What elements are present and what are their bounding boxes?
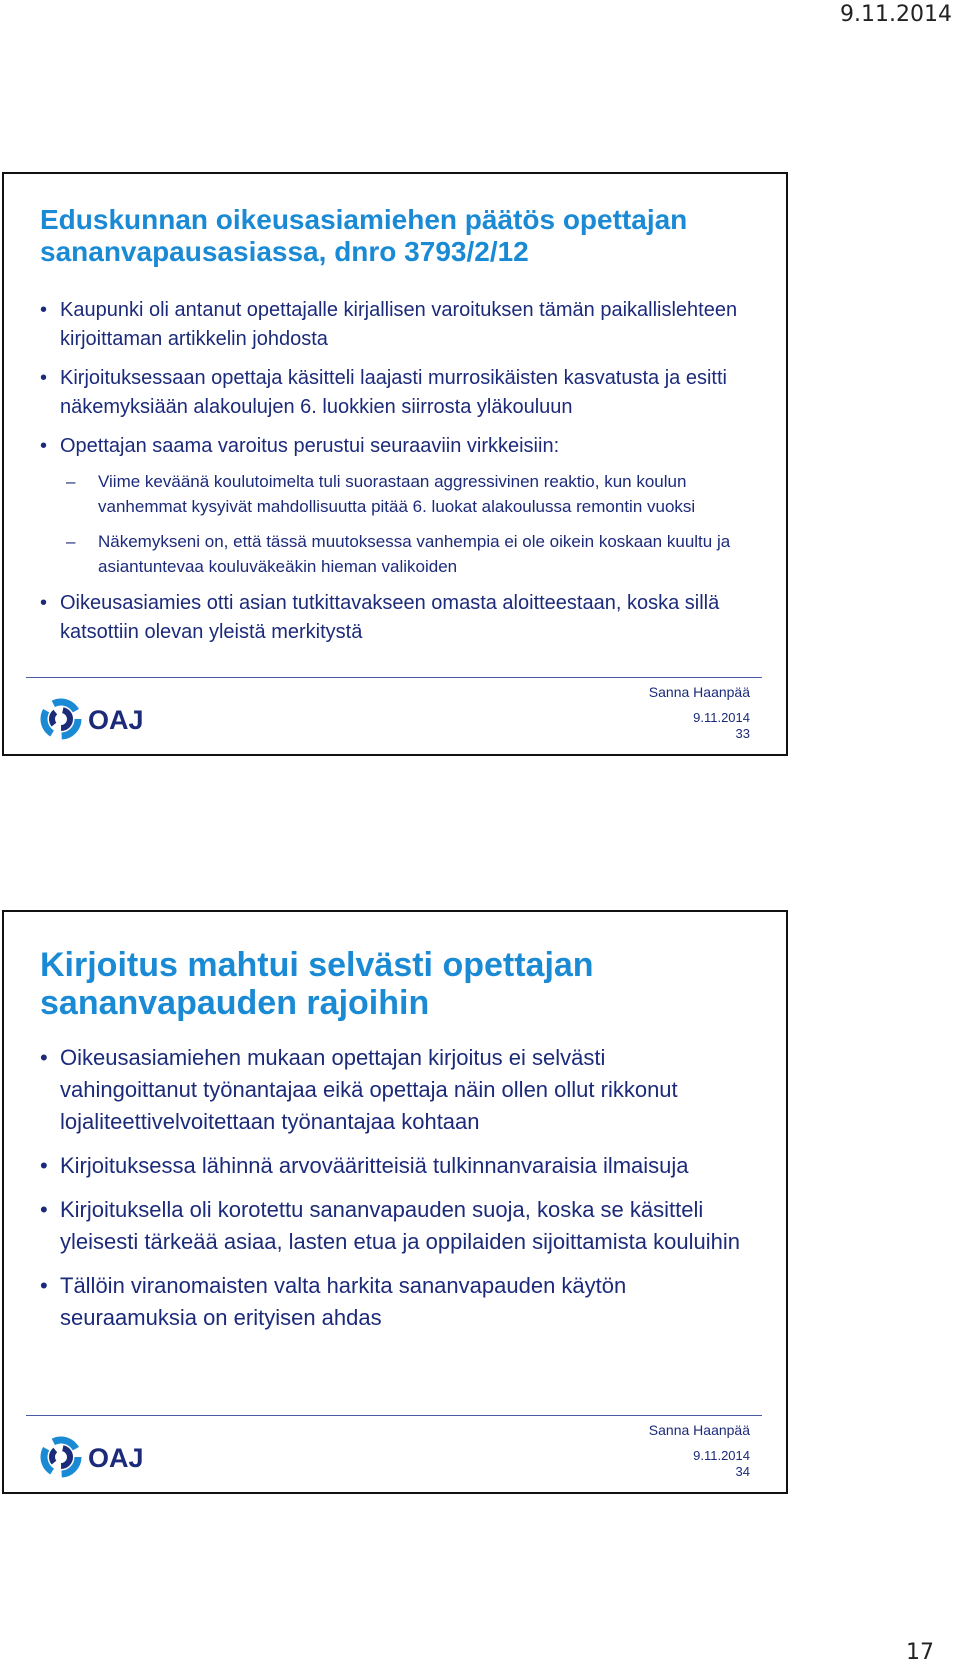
bullet-text: Oikeusasiamies otti asian tutkittavakseen omasta aloitteestaan, koska sillä katsottiin olevan yleistä merkitystä [60, 592, 720, 643]
bullet-icon: • [40, 592, 48, 614]
slide-34 [2, 910, 788, 1494]
bullet-text: Tällöin viranomaisten valta harkita sananvapauden käytön seuraamuksia on erityisen ahdas [60, 1273, 627, 1330]
footer-divider [26, 677, 762, 678]
logo-text: OAJ [88, 1443, 144, 1473]
bullet-item [40, 1150, 740, 1182]
dash-icon: – [66, 472, 76, 491]
slide-body [40, 296, 740, 657]
bullet-item [40, 589, 740, 647]
bullet-item [40, 1270, 740, 1334]
bullet-item [40, 1194, 740, 1258]
bullet-list [40, 1042, 740, 1334]
footer-divider [26, 1415, 762, 1416]
slide-title: Eduskunnan oikeusasiamiehen päätös opettajan sananvapausasiassa, dnro 3793/2/12 [40, 204, 688, 267]
bullet-icon: • [40, 435, 48, 457]
sub-bullet-item [60, 469, 740, 519]
slide-title: Kirjoitus mahtui selvästi opettajan sananvapauden rajoihin [40, 946, 594, 1022]
slide-footer [649, 1422, 750, 1480]
author: Sanna Haanpää [648, 684, 750, 700]
oaj-logo-icon [40, 698, 156, 740]
dash-icon: – [66, 532, 76, 551]
slide-footer [649, 684, 750, 742]
bullet-text: Kirjoituksessa lähinnä arvovääritteisiä tulkinnanvaraisia ilmaisuja [60, 1153, 689, 1178]
author: Sanna Haanpää [648, 1422, 750, 1438]
bullet-item [40, 432, 740, 579]
slide-date: 9.11.2014 [693, 710, 750, 725]
bullet-icon: • [40, 1273, 48, 1298]
slide-number: 34 [735, 1464, 750, 1479]
bullet-item [40, 364, 740, 422]
bullet-text: Opettajan saama varoitus perustui seuraaviin virkkeisiin: [60, 435, 560, 457]
page-date: 9.11.2014 [840, 2, 952, 27]
bullet-icon: • [40, 1045, 48, 1070]
bullet-item [40, 296, 740, 354]
slide-33 [2, 172, 788, 756]
bullet-text: Kirjoituksella oli korotettu sananvapauden suoja, koska se käsitteli yleisesti tärkeää asiaa, lasten etua ja oppilaiden sijoittamista kouluihin [60, 1197, 740, 1254]
slide-date: 9.11.2014 [693, 1448, 750, 1463]
bullet-icon: • [40, 367, 48, 389]
sub-bullet-item [60, 529, 740, 579]
sub-bullet-text: Näkemykseni on, että tässä muutoksessa vanhempia ei ole oikein koskaan kuultu ja asiantuntevaa kouluväkeäkin hieman valikoiden [98, 532, 731, 576]
logo-text: OAJ [88, 705, 144, 735]
bullet-icon: • [40, 1153, 48, 1178]
sub-bullet-text: Viime keväänä koulutoimelta tuli suorastaan aggressivinen reaktio, kun koulun vanhemmat kysyivät mahdollisuutta pitää 6. luokat alakoulussa remontin vuoksi [98, 472, 696, 516]
bullet-text: Kaupunki oli antanut opettajalle kirjallisen varoituksen tämän paikallislehteen kirjoittaman artikkelin johdosta [60, 299, 738, 350]
sub-bullet-list [60, 469, 740, 579]
bullet-item [40, 1042, 740, 1138]
bullet-icon: • [40, 299, 48, 321]
oaj-logo-icon [40, 1436, 156, 1478]
bullet-list [40, 296, 740, 647]
bullet-icon: • [40, 1197, 48, 1222]
page-number: 17 [906, 1640, 934, 1665]
bullet-text: Kirjoituksessaan opettaja käsitteli laajasti murrosikäisten kasvatusta ja esitti näkemyksiään alakoulujen 6. luokkien siirrosta yläkouluun [60, 367, 727, 418]
slide-number: 33 [735, 726, 750, 741]
slide-body [40, 1042, 740, 1346]
bullet-text: Oikeusasiamiehen mukaan opettajan kirjoitus ei selvästi vahingoittanut työnantajaa eikä opettaja näin ollen ollut rikkonut lojaliteettivelvoitettaan työnantajaa kohtaan [60, 1045, 678, 1134]
